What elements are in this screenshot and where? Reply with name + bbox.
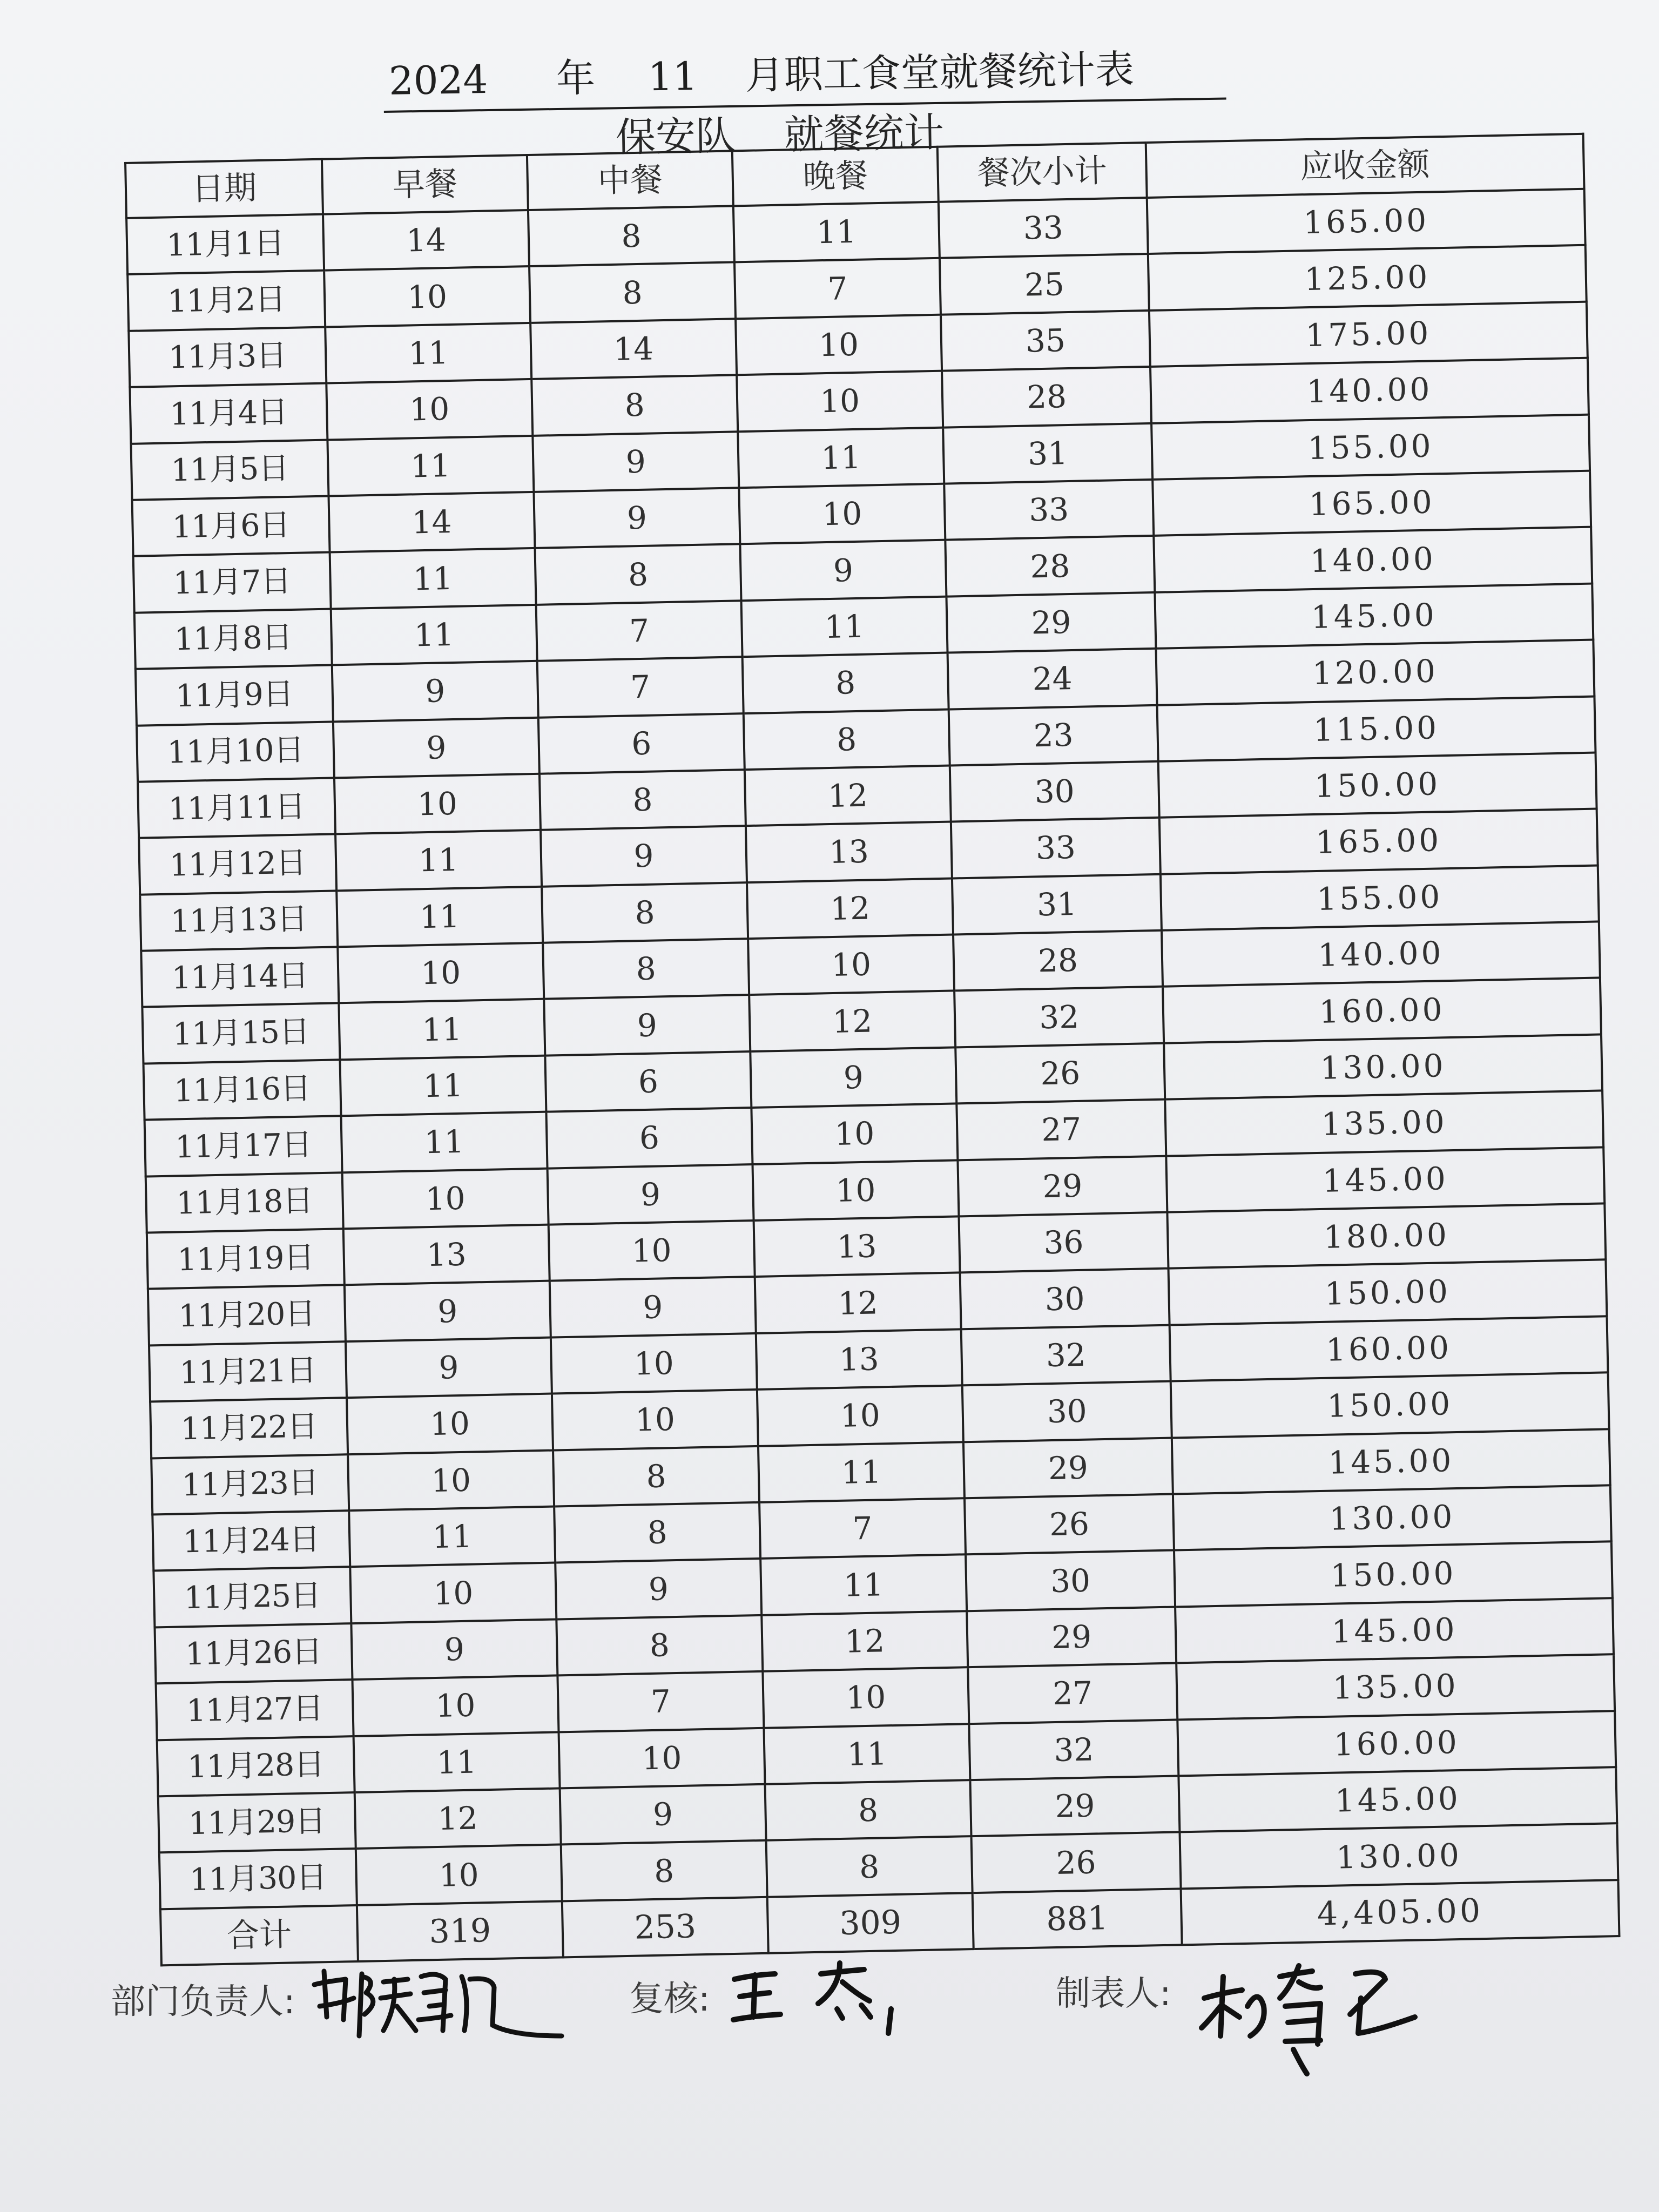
total-label: 合计 (160, 1905, 358, 1966)
cell-meal-subtotal: 27 (956, 1100, 1166, 1160)
cell-date: 11月7日 (133, 552, 331, 613)
cell-date: 11月22日 (150, 1398, 348, 1458)
cell-amount: 160.00 (1170, 1316, 1608, 1381)
cell-dinner: 11 (764, 1724, 970, 1784)
cell-breakfast: 11 (336, 886, 543, 947)
cell-dinner: 12 (745, 765, 951, 826)
meal-statistics-table-wrapper (124, 133, 1618, 1955)
cell-amount: 150.00 (1171, 1373, 1609, 1438)
cell-meal-subtotal: 29 (957, 1156, 1167, 1216)
cell-lunch: 10 (549, 1220, 755, 1281)
cell-dinner: 8 (766, 1836, 973, 1897)
header-dinner: 晚餐 (732, 147, 939, 206)
table-body (126, 189, 1619, 1966)
subtitle-label: 就餐统计 (784, 109, 945, 159)
cell-lunch: 9 (555, 1559, 761, 1619)
cell-meal-subtotal: 28 (945, 536, 1155, 596)
cell-dinner: 13 (746, 822, 952, 882)
cell-breakfast: 9 (345, 1281, 551, 1341)
cell-date: 11月21日 (149, 1341, 347, 1402)
total-amount: 4,405.00 (1181, 1880, 1620, 1945)
cell-dinner: 13 (754, 1216, 960, 1277)
cell-amount: 160.00 (1177, 1711, 1616, 1776)
subtitle-team: 保安队 (615, 112, 736, 161)
cell-meal-subtotal: 24 (948, 649, 1157, 709)
cell-meal-subtotal: 30 (960, 1269, 1170, 1329)
cell-amount: 135.00 (1176, 1654, 1615, 1719)
cell-dinner: 7 (759, 1498, 966, 1559)
cell-meal-subtotal: 32 (961, 1325, 1171, 1385)
cell-date: 11月15日 (142, 1003, 340, 1064)
cell-dinner: 9 (750, 1047, 956, 1108)
cell-dinner: 11 (741, 596, 948, 657)
cell-lunch: 9 (534, 488, 740, 548)
cell-lunch: 8 (556, 1615, 763, 1676)
cell-dinner: 10 (751, 1104, 957, 1164)
cell-breakfast: 10 (334, 774, 541, 834)
cell-lunch: 10 (559, 1728, 765, 1788)
cell-date: 11月19日 (147, 1229, 345, 1289)
cell-lunch: 7 (536, 601, 743, 661)
cell-date: 11月18日 (146, 1172, 343, 1233)
cell-breakfast: 11 (331, 605, 537, 665)
cell-meal-subtotal: 32 (969, 1719, 1178, 1780)
cell-amount: 165.00 (1159, 809, 1598, 874)
title-month: 11 (648, 53, 698, 100)
cell-amount: 135.00 (1165, 1091, 1603, 1156)
cell-date: 11月27日 (156, 1680, 354, 1740)
page-title (383, 38, 1226, 113)
cell-date: 11月13日 (140, 891, 338, 951)
cell-breakfast: 13 (343, 1225, 550, 1285)
cell-amount: 145.00 (1175, 1598, 1614, 1663)
cell-breakfast: 10 (338, 943, 544, 1003)
cell-meal-subtotal: 33 (939, 198, 1148, 258)
cell-meal-subtotal: 29 (963, 1438, 1173, 1498)
cell-lunch: 8 (542, 882, 748, 943)
cell-lunch: 8 (554, 1502, 760, 1563)
cell-breakfast: 10 (326, 379, 532, 440)
cell-date: 11月28日 (157, 1736, 355, 1797)
cell-meal-subtotal: 25 (940, 254, 1149, 314)
cell-date: 11月2日 (127, 271, 325, 331)
cell-meal-subtotal: 36 (959, 1212, 1168, 1273)
meal-statistics-table (124, 133, 1621, 1967)
cell-breakfast: 11 (354, 1732, 560, 1792)
cell-amount: 180.00 (1167, 1203, 1606, 1269)
cell-lunch: 8 (529, 262, 736, 323)
cell-dinner: 10 (757, 1386, 963, 1446)
cell-amount: 140.00 (1150, 358, 1589, 423)
cell-breakfast: 11 (335, 830, 542, 891)
cell-lunch: 8 (553, 1446, 759, 1507)
cell-lunch: 7 (537, 657, 744, 717)
cell-date: 11月6日 (132, 496, 330, 556)
cell-breakfast: 9 (346, 1337, 552, 1398)
cell-lunch: 8 (539, 770, 746, 830)
cell-lunch: 9 (541, 826, 747, 886)
header-lunch: 中餐 (527, 151, 733, 210)
cell-date: 11月26日 (154, 1623, 352, 1684)
cell-meal-subtotal: 31 (943, 423, 1152, 483)
cell-lunch: 9 (560, 1784, 766, 1845)
cell-breakfast: 11 (341, 1112, 548, 1172)
reviewer-label: 复核: (629, 1979, 710, 2019)
cell-amount: 145.00 (1172, 1429, 1610, 1494)
total-meal-subtotal: 881 (973, 1889, 1182, 1949)
cell-amount: 145.00 (1155, 583, 1593, 649)
cell-meal-subtotal: 32 (954, 987, 1164, 1047)
cell-lunch: 10 (552, 1390, 758, 1450)
cell-breakfast: 11 (330, 548, 536, 609)
cell-amount: 120.00 (1156, 640, 1594, 705)
header-amount-receivable: 应收金额 (1146, 134, 1584, 198)
cell-breakfast: 14 (323, 210, 529, 271)
cell-dinner: 10 (752, 1160, 959, 1220)
cell-breakfast: 9 (333, 717, 539, 778)
cell-dinner: 12 (747, 878, 953, 939)
cell-dinner: 11 (760, 1555, 967, 1615)
cell-lunch: 9 (550, 1277, 756, 1337)
cell-lunch: 8 (531, 375, 738, 435)
cell-amount: 165.00 (1152, 471, 1591, 536)
cell-lunch: 6 (546, 1108, 752, 1168)
cell-dinner: 9 (740, 540, 946, 601)
cell-date: 11月14日 (141, 947, 339, 1007)
cell-date: 11月29日 (158, 1792, 356, 1853)
cell-meal-subtotal: 26 (965, 1494, 1174, 1555)
cell-meal-subtotal: 33 (951, 818, 1161, 878)
cell-date: 11月12日 (139, 834, 336, 895)
cell-meal-subtotal: 33 (944, 480, 1154, 540)
title-year: 2024 (388, 56, 488, 104)
preparer-label: 制表人: (1056, 1974, 1171, 2014)
cell-meal-subtotal: 35 (941, 311, 1150, 371)
cell-breakfast: 11 (327, 435, 534, 496)
cell-lunch: 14 (530, 319, 737, 379)
cell-meal-subtotal: 30 (962, 1381, 1172, 1442)
cell-amount: 115.00 (1157, 696, 1596, 761)
cell-breakfast: 10 (352, 1676, 558, 1736)
cell-meal-subtotal: 30 (950, 761, 1159, 822)
cell-breakfast: 11 (339, 999, 545, 1060)
cell-date: 11月4日 (130, 383, 327, 444)
cell-date: 11月25日 (153, 1567, 351, 1628)
cell-dinner: 10 (739, 484, 945, 544)
cell-breakfast: 9 (332, 661, 538, 721)
cell-amount: 130.00 (1179, 1823, 1618, 1889)
total-dinner: 309 (767, 1893, 974, 1953)
cell-meal-subtotal: 29 (967, 1607, 1176, 1667)
cell-amount: 150.00 (1158, 752, 1597, 818)
cell-breakfast: 10 (350, 1563, 556, 1623)
cell-dinner: 10 (763, 1667, 969, 1728)
cell-date: 11月8日 (134, 609, 332, 669)
cell-dinner: 8 (744, 709, 950, 770)
dept-head-signature (308, 1955, 567, 2052)
cell-dinner: 11 (738, 427, 944, 488)
total-breakfast: 319 (357, 1901, 563, 1961)
cell-dinner: 11 (733, 202, 940, 262)
cell-date: 11月5日 (131, 440, 328, 500)
cell-date: 11月10日 (137, 721, 334, 782)
cell-meal-subtotal: 30 (966, 1550, 1175, 1611)
cell-breakfast: 12 (355, 1788, 561, 1849)
cell-lunch: 6 (545, 1051, 751, 1112)
cell-date: 11月17日 (145, 1116, 342, 1177)
cell-lunch: 9 (544, 995, 750, 1056)
title-year-unit: 年 (556, 55, 596, 101)
header-meal-subtotal: 餐次小计 (938, 143, 1147, 202)
cell-dinner: 8 (743, 653, 949, 713)
cell-lunch: 6 (538, 713, 745, 774)
cell-breakfast: 10 (342, 1168, 549, 1229)
cell-meal-subtotal: 26 (972, 1832, 1181, 1893)
cell-dinner: 7 (734, 258, 941, 319)
reviewer-signature (729, 1958, 913, 2039)
cell-date: 11月3日 (129, 327, 326, 387)
cell-dinner: 8 (765, 1780, 972, 1840)
cell-amount: 160.00 (1163, 978, 1601, 1043)
cell-breakfast: 11 (325, 323, 531, 383)
cell-dinner: 11 (758, 1442, 965, 1502)
cell-breakfast: 10 (348, 1450, 554, 1510)
cell-lunch: 10 (551, 1333, 757, 1394)
cell-meal-subtotal: 31 (952, 874, 1162, 934)
cell-amount: 175.00 (1149, 301, 1588, 367)
cell-amount: 140.00 (1154, 527, 1592, 592)
cell-dinner: 12 (761, 1611, 968, 1671)
cell-meal-subtotal: 23 (949, 705, 1158, 765)
cell-lunch: 8 (535, 544, 741, 605)
cell-meal-subtotal: 28 (942, 367, 1151, 427)
cell-amount: 155.00 (1151, 414, 1590, 480)
cell-breakfast: 11 (340, 1056, 546, 1116)
cell-meal-subtotal: 28 (953, 930, 1163, 991)
cell-lunch: 9 (548, 1164, 754, 1225)
cell-breakfast: 10 (324, 266, 530, 327)
dept-head-label: 部门负责人: (111, 1982, 295, 2022)
cell-dinner: 13 (756, 1329, 962, 1390)
cell-amount: 140.00 (1162, 922, 1600, 987)
cell-amount: 165.00 (1147, 189, 1586, 254)
cell-date: 11月30日 (159, 1849, 357, 1909)
cell-amount: 145.00 (1178, 1767, 1617, 1832)
cell-amount: 150.00 (1169, 1260, 1607, 1325)
cell-amount: 130.00 (1173, 1485, 1611, 1550)
cell-dinner: 10 (736, 314, 942, 375)
cell-meal-subtotal: 27 (968, 1663, 1177, 1724)
cell-date: 11月11日 (138, 778, 335, 838)
cell-date: 11月24日 (152, 1510, 350, 1571)
cell-lunch: 7 (557, 1671, 764, 1732)
cell-date: 11月9日 (136, 665, 333, 726)
header-breakfast: 早餐 (322, 155, 528, 214)
total-lunch: 253 (562, 1897, 768, 1957)
cell-meal-subtotal: 29 (946, 592, 1156, 653)
header-date: 日期 (125, 159, 323, 218)
cell-date: 11月1日 (126, 214, 324, 275)
cell-amount: 155.00 (1161, 865, 1599, 930)
cell-date: 11月20日 (148, 1285, 346, 1346)
cell-amount: 145.00 (1166, 1147, 1604, 1212)
cell-amount: 130.00 (1164, 1034, 1602, 1100)
cell-date: 11月16日 (144, 1060, 341, 1120)
cell-dinner: 10 (748, 935, 954, 995)
cell-breakfast: 14 (328, 492, 535, 552)
cell-meal-subtotal: 26 (955, 1043, 1165, 1104)
title-text: 月职工食堂就餐统计表 (745, 46, 1135, 98)
cell-lunch: 8 (561, 1840, 767, 1901)
preparer-signature (1199, 1955, 1447, 2079)
cell-lunch: 8 (543, 939, 749, 999)
cell-lunch: 8 (528, 206, 734, 266)
cell-dinner: 12 (749, 991, 955, 1051)
cell-lunch: 9 (532, 431, 739, 492)
cell-amount: 125.00 (1148, 245, 1587, 311)
cell-breakfast: 9 (351, 1619, 557, 1680)
cell-dinner: 10 (737, 371, 943, 431)
cell-breakfast: 10 (347, 1394, 553, 1454)
cell-date: 11月23日 (151, 1454, 349, 1515)
cell-breakfast: 10 (356, 1845, 562, 1905)
cell-amount: 150.00 (1174, 1542, 1613, 1607)
cell-dinner: 12 (755, 1273, 961, 1333)
cell-breakfast: 11 (349, 1507, 555, 1567)
cell-meal-subtotal: 29 (970, 1776, 1179, 1836)
